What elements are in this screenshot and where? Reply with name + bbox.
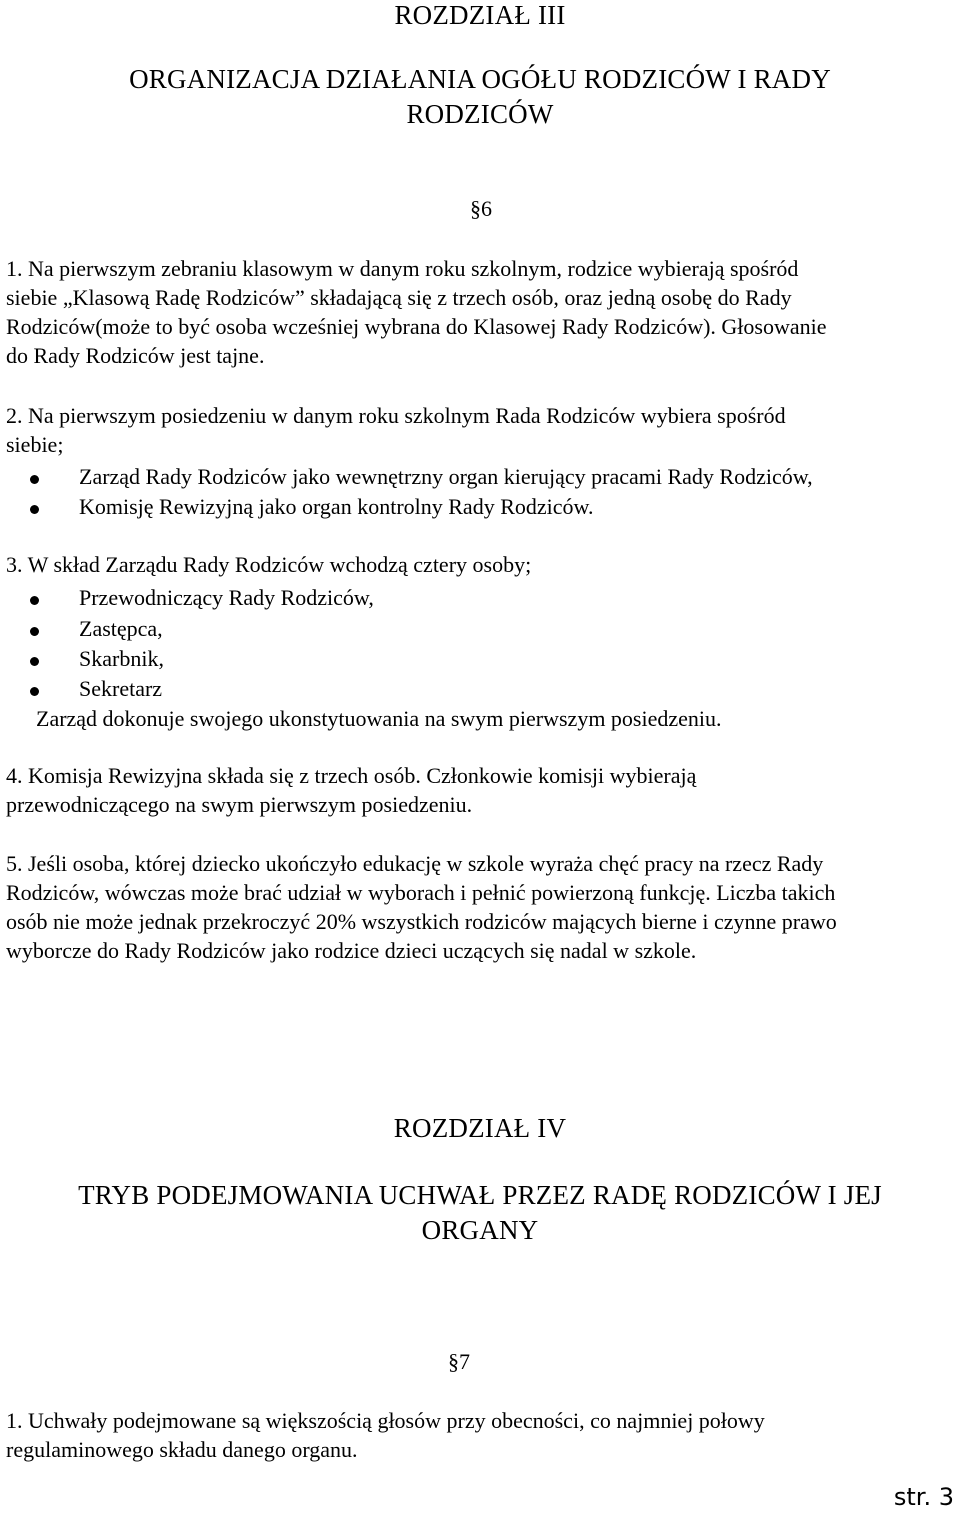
paragraph-line: 3. W skład Zarządu Rady Rodziców wchodzą cztery osoby; [6, 552, 532, 577]
chapter-title: ORGANIZACJA DZIAŁANIA OGÓŁU RODZICÓW I RADY [129, 64, 831, 94]
list-item-label: Zarząd Rady Rodziców jako wewnętrzny organ kierujący pracami Rady Rodziców, [79, 464, 813, 489]
chapter-title: TRYB PODEJMOWANIA UCHWAŁ PRZEZ RADĘ RODZICÓW I JEJ [78, 1180, 882, 1210]
paragraph-line: do Rady Rodziców jest tajne. [6, 343, 265, 368]
bullet-icon [30, 657, 39, 666]
chapter-title: RODZICÓW [406, 99, 554, 129]
paragraph-line: Zarząd dokonuje swojego ukonstytuowania na swym pierwszym posiedzeniu. [36, 706, 722, 731]
chapter-heading: ROZDZIAŁ IV [393, 1113, 567, 1143]
list-item-label: Komisję Rewizyjną jako organ kontrolny Rady Rodziców. [79, 494, 594, 519]
bullet-icon [30, 687, 39, 696]
paragraph-line: przewodniczącego na swym pierwszym posiedzeniu. [6, 792, 473, 817]
paragraph-line: wyborcze do Rady Rodziców jako rodzice dzieci uczących się nadal w szkole. [6, 938, 697, 963]
list-item-label: Sekretarz [79, 676, 163, 701]
paragraph-line: 4. Komisja Rewizyjna składa się z trzech osób. Członkowie komisji wybierają [6, 763, 697, 788]
paragraph-line: 1. Na pierwszym zebraniu klasowym w danym roku szkolnym, rodzice wybierają spośród [6, 256, 799, 281]
chapter-heading: ROZDZIAŁ III [394, 0, 566, 30]
page-number: str. 3 [893, 1483, 954, 1511]
paragraph-line: 1. Uchwały podejmowane są większością głosów przy obecności, co najmniej połowy [6, 1408, 765, 1433]
paragraph-line: 5. Jeśli osoba, której dziecko ukończyło edukację w szkole wyraża chęć pracy na rzecz Rady [6, 851, 824, 876]
paragraph-line: Rodziców(może to być osoba wcześniej wybrana do Klasowej Rady Rodziców). Głosowanie [6, 314, 827, 339]
list-item-label: Skarbnik, [79, 646, 164, 671]
list-item-label: Przewodniczący Rady Rodziców, [79, 585, 374, 610]
paragraph-line: osób nie może jednak przekroczyć 20% wszystkich rodziców mających bierne i czynne prawo [6, 909, 837, 934]
chapter-title: ORGANY [421, 1215, 539, 1245]
paragraph-line: 2. Na pierwszym posiedzeniu w danym roku szkolnym Rada Rodziców wybiera spośród [6, 403, 786, 428]
paragraph-line: Rodziców, wówczas może brać udział w wyborach i pełnić powierzoną funkcję. Liczba takich [6, 880, 836, 905]
bullet-icon [30, 475, 39, 484]
bullet-icon [30, 596, 39, 605]
paragraph-line: regulaminowego składu danego organu. [6, 1437, 358, 1462]
paragraph-line: siebie „Klasową Radę Rodziców” składającą się z trzech osób, oraz jedną osobę do Rady [6, 285, 792, 310]
section-number: §7 [448, 1349, 470, 1374]
bullet-icon [30, 627, 39, 636]
section-number: §6 [470, 196, 492, 221]
paragraph-line: siebie; [6, 432, 64, 457]
bullet-icon [30, 505, 39, 514]
list-item-label: Zastępca, [79, 616, 163, 641]
